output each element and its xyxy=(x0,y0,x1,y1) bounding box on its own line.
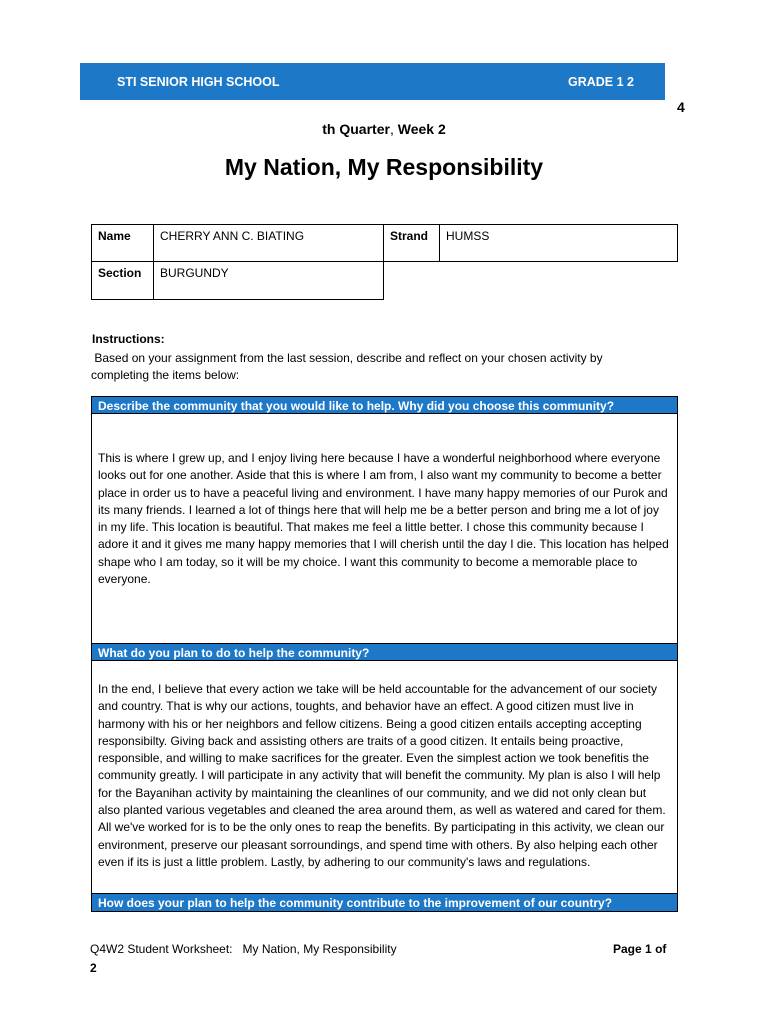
quarter-number: 4 xyxy=(677,99,685,115)
section-3-question: How does your plan to help the community contribute to the improvement of our country? xyxy=(91,893,678,912)
page-of: of xyxy=(655,942,667,956)
page-title: My Nation, My Responsibility xyxy=(224,154,544,180)
footer-title: Q4W2 Student Worksheet: My Nation, My Responsibility xyxy=(90,942,397,956)
quarter-label: th Quarter xyxy=(322,121,390,137)
instructions-text: Based on your assignment from the last session, describe and reflect on your chosen activity by completing the items below: xyxy=(91,351,603,382)
footer-page xyxy=(613,942,666,956)
quarter-separator: , xyxy=(389,121,398,137)
strand-label: Strand xyxy=(383,224,440,262)
name-value: CHERRY ANN C. BIATING xyxy=(153,224,384,262)
quarter-week-line xyxy=(0,121,768,137)
section-label: Section xyxy=(91,261,154,300)
page-label: Page xyxy=(613,942,642,956)
instructions-body xyxy=(91,350,651,384)
week-label: Week 2 xyxy=(397,121,446,137)
section-1-question: Describe the community that you would like to help. Why did you choose this community? xyxy=(91,396,678,414)
header-bar xyxy=(80,63,665,100)
page-current: 1 xyxy=(645,942,652,956)
grade-label: GRADE 1 2 xyxy=(568,75,634,89)
instructions-heading: Instructions: xyxy=(92,332,165,346)
section-value: BURGUNDY xyxy=(153,261,384,300)
section-2-answer: In the end, I believe that every action we take will be held accountable for the advancement of our society and country. That is why our actions, toughts, and behavior have an effect. A good citizen must live in harmony with his or her neighbors and fellow citizens. Being a good citizen entails accepting accepting responsibilty. Giving back and assisting others are traits of a good citizen. It entails being proactive, responsible, and willing to make sacrifices for the greater. Even the simplest action we took benefitis the community greatly. I will participate in any activity that will benefit the community. My plan is also I will help for the Bayanihan activity by maintaining the cleanlines of our community, and we did not only clean but also planted various vegetables and cleaned the area around them, as well as watered and cared for them. All we've worked for is to be the only ones to reap the benefits. By participating in this activity, we clean our environment, preserve our pleasant sorroundings, and spend time with others. By also helping each other even if its is just a little problem. Lastly, by adhering to our community's laws and regulations. xyxy=(98,682,666,869)
page-total: 2 xyxy=(90,961,97,975)
section-1-answer: This is where I grew up, and I enjoy living here because I have a wonderful neighborhood where everyone looks out for one another. Aside that this is where I am from, I also want my community to become a better place in order us to have a peaceful living and environment. I have many happy memories of our Purok and its many friends. I learned a lot of things here that will help me be a better person and bring me a lot of joy in my life. This location is beautiful. That makes me feel a little better. I chose this community because I adore it and it gives me many happy memories that I will cherish until the day I die. This location has helped shape who I am today, so it will be my choice. I want this community to become a memorable place to everyone. xyxy=(98,451,669,587)
strand-value: HUMSS xyxy=(439,224,678,262)
section-2-question: What do you plan to do to help the community? xyxy=(91,643,678,661)
school-name: STI SENIOR HIGH SCHOOL xyxy=(117,75,280,89)
name-label: Name xyxy=(91,224,154,262)
